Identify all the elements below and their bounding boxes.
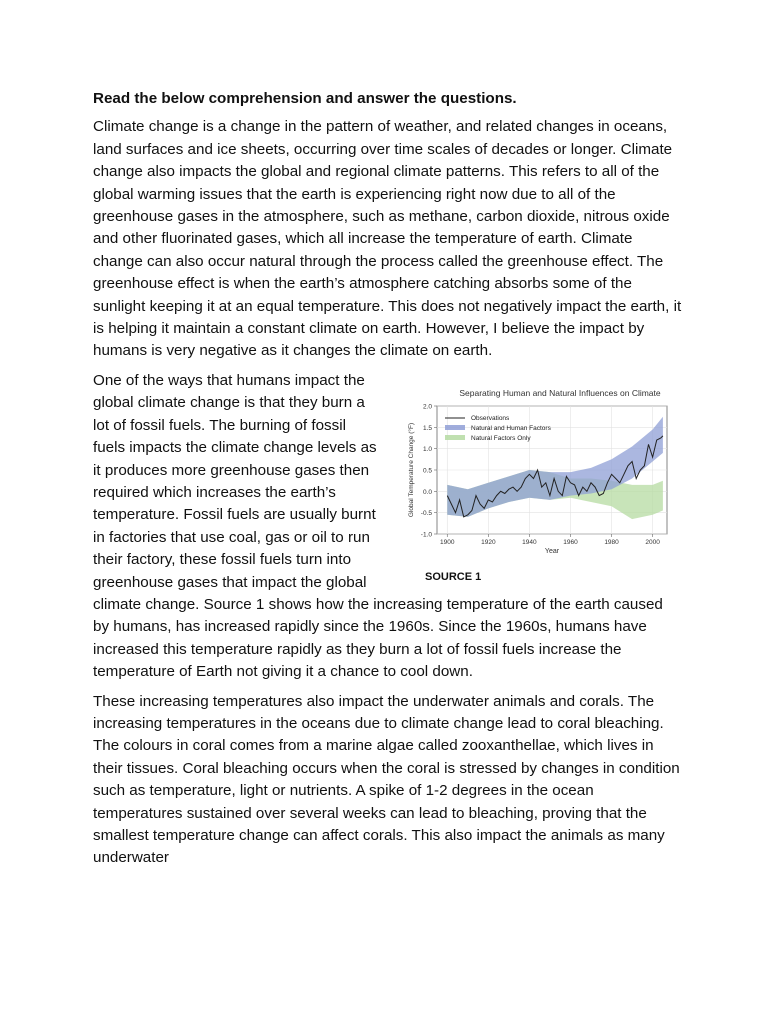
source-label: SOURCE 1	[425, 570, 482, 583]
legend-label-natural-human: Natural and Human Factors	[471, 424, 551, 432]
instruction-heading: Read the below comprehension and answer the questions.	[93, 90, 517, 107]
y-axis-label: Global Temperature Change (°F)	[408, 422, 415, 517]
legend-label-natural-only: Natural Factors Only	[471, 434, 531, 442]
x-tick-label: 1940	[522, 538, 537, 546]
y-tick-label: -0.5	[420, 510, 432, 518]
legend-swatch-natural-only	[445, 435, 465, 440]
paragraph-coral-bleaching: These increasing temperatures also impact the underwater animals and corals. The increasing temperatures in the oceans due to climate change lead to coral bleaching. The colours in coral comes from a marine algae called zooxanthellae, which lives in their tissues. Coral bleaching occurs when the coral is stressed by changes in condition such as temperature, light or nutrients. A spike of 1-2 degrees in the ocean temperatures sustained over several weeks can lead to bleaching, proving that the smallest temperature change can affect corals. This also impact the animals as many underwater	[93, 692, 680, 867]
chart-title: Separating Human and Natural Influences on Climate	[459, 387, 661, 398]
temperature-chart	[387, 384, 683, 570]
x-tick-label: 1900	[440, 538, 455, 546]
y-tick-label: 1.0	[422, 446, 432, 454]
paragraph-fossil-fuels: One of the ways that humans impact the global climate change is that they burn a lot of fossil fuels. The burning of fossil fuels impacts the climate change levels as it produces more greenhouse gases then required which increases the earth’s temperature. Fossil fuels are usually burnt in factories that use coal, gas or oil to run their factory, these fossil fuels turn into greenhouse gases that impact the global climate change. Source 1 shows how the increasing temperature of the earth caused by humans, has increased rapidly since the 1960s. Since the 1960s, humans have increased this temperature rapidly as they burn a lot of fossil fuels increase the temperature of Earth not giving it a chance to cool down.	[93, 371, 663, 681]
x-tick-label: 1960	[563, 538, 578, 546]
x-tick-label: 2000	[645, 538, 660, 546]
paragraph-climate-change: Climate change is a change in the pattern of weather, and related changes in oceans, land surfaces and ice sheets, occurring over time scales of decades or longer. Climate change also impacts the global and regional climate patterns. This refers to all of the global warming issues that the earth is experiencing right now due to all of the greenhouse gases in the atmosphere, such as methane, carbon dioxide, nitrous oxide and other fluorinated gases, which all increase the temperature of earth. Climate change can also occur natural through the process called the greenhouse effect. The greenhouse effect is when the earth’s atmosphere catching absorbs some of the sunlight keeping it at an equal temperature. This does not negatively impact the earth, it is helping it maintain a constant climate on earth. However, I believe the impact by humans is very negative as it changes the climate on earth.	[93, 118, 682, 360]
legend-label-observations: Observations	[471, 414, 510, 422]
legend-swatch-natural-human	[445, 425, 465, 430]
y-tick-label: 0.0	[422, 488, 432, 496]
y-tick-label: 1.5	[422, 424, 432, 432]
y-tick-label: 0.5	[422, 467, 432, 475]
x-tick-label: 1920	[481, 538, 496, 546]
document-body	[93, 88, 683, 877]
x-axis-label: Year	[544, 547, 560, 555]
y-tick-label: -1.0	[420, 531, 432, 539]
y-tick-label: 2.0	[422, 403, 432, 411]
source-1-figure	[387, 384, 683, 594]
x-tick-label: 1980	[604, 538, 619, 546]
